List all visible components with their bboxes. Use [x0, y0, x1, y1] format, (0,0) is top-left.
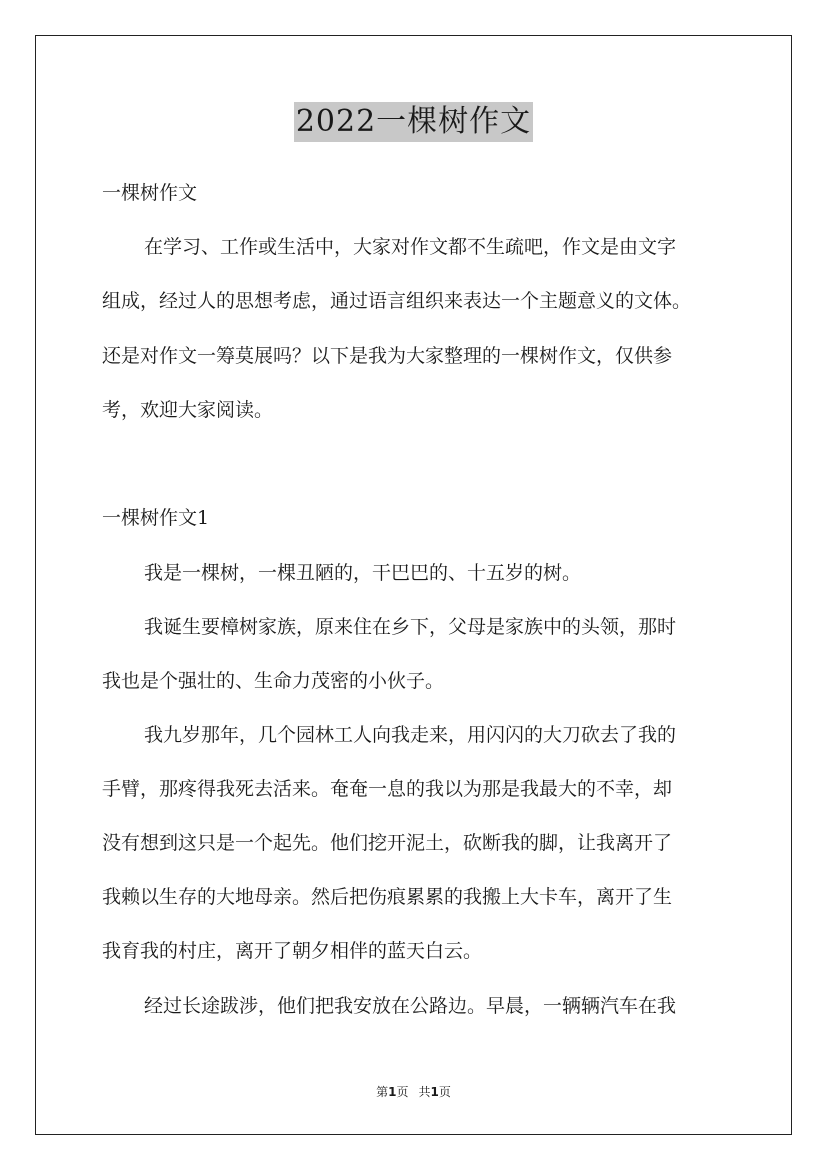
paragraph-line: 手臂，那疼得我死去活来。奄奄一息的我以为那是我最大的不幸，却: [102, 778, 673, 800]
paragraph-line: 我九岁那年，几个园林工人向我走来，用闪闪的大刀砍去了我的: [144, 724, 677, 746]
document-title: 2022一棵树作文: [294, 102, 533, 142]
paragraph-line: 我育我的村庄，离开了朝夕相伴的蓝天白云。: [102, 940, 483, 962]
total-label-prefix: 共: [418, 1085, 431, 1099]
paragraph-line: 在学习、工作或生活中，大家对作文都不生疏吧，作文是由文字: [144, 236, 677, 258]
paragraph-line: 没有想到这只是一个起先。他们挖开泥土，砍断我的脚，让我离开了: [102, 832, 673, 854]
total-label-suffix: 页: [438, 1085, 451, 1099]
section-heading: 一棵树作文: [102, 182, 198, 204]
page-label-suffix: 页: [396, 1085, 409, 1099]
paragraph-line: 我赖以生存的大地母亲。然后把伤痕累累的我搬上大卡车，离开了生: [102, 886, 673, 908]
page-number: 1: [388, 1085, 397, 1099]
page-label-prefix: 第: [376, 1085, 389, 1099]
page-footer: [0, 1083, 827, 1100]
total-pages: 1: [430, 1085, 439, 1099]
paragraph-line: 我诞生要樟树家族，原来住在乡下，父母是家族中的头领，那时: [144, 616, 677, 638]
paragraph-line: 我也是个强壮的、生命力茂密的小伙子。: [102, 670, 445, 692]
paragraph-line: 还是对作文一筹莫展吗？以下是我为大家整理的一棵树作文，仅供参: [102, 345, 673, 367]
paragraph-line: 组成，经过人的思想考虑，通过语言组织来表达一个主题意义的文体。: [102, 290, 692, 312]
paragraph-line: 我是一棵树，一棵丑陋的，干巴巴的、十五岁的树。: [144, 562, 582, 584]
paragraph-line: 考，欢迎大家阅读。: [102, 399, 274, 421]
paragraph-line: 经过长途跋涉，他们把我安放在公路边。早晨，一辆辆汽车在我: [144, 995, 677, 1017]
title-container: [0, 102, 827, 142]
section-heading: 一棵树作文1: [102, 507, 210, 529]
